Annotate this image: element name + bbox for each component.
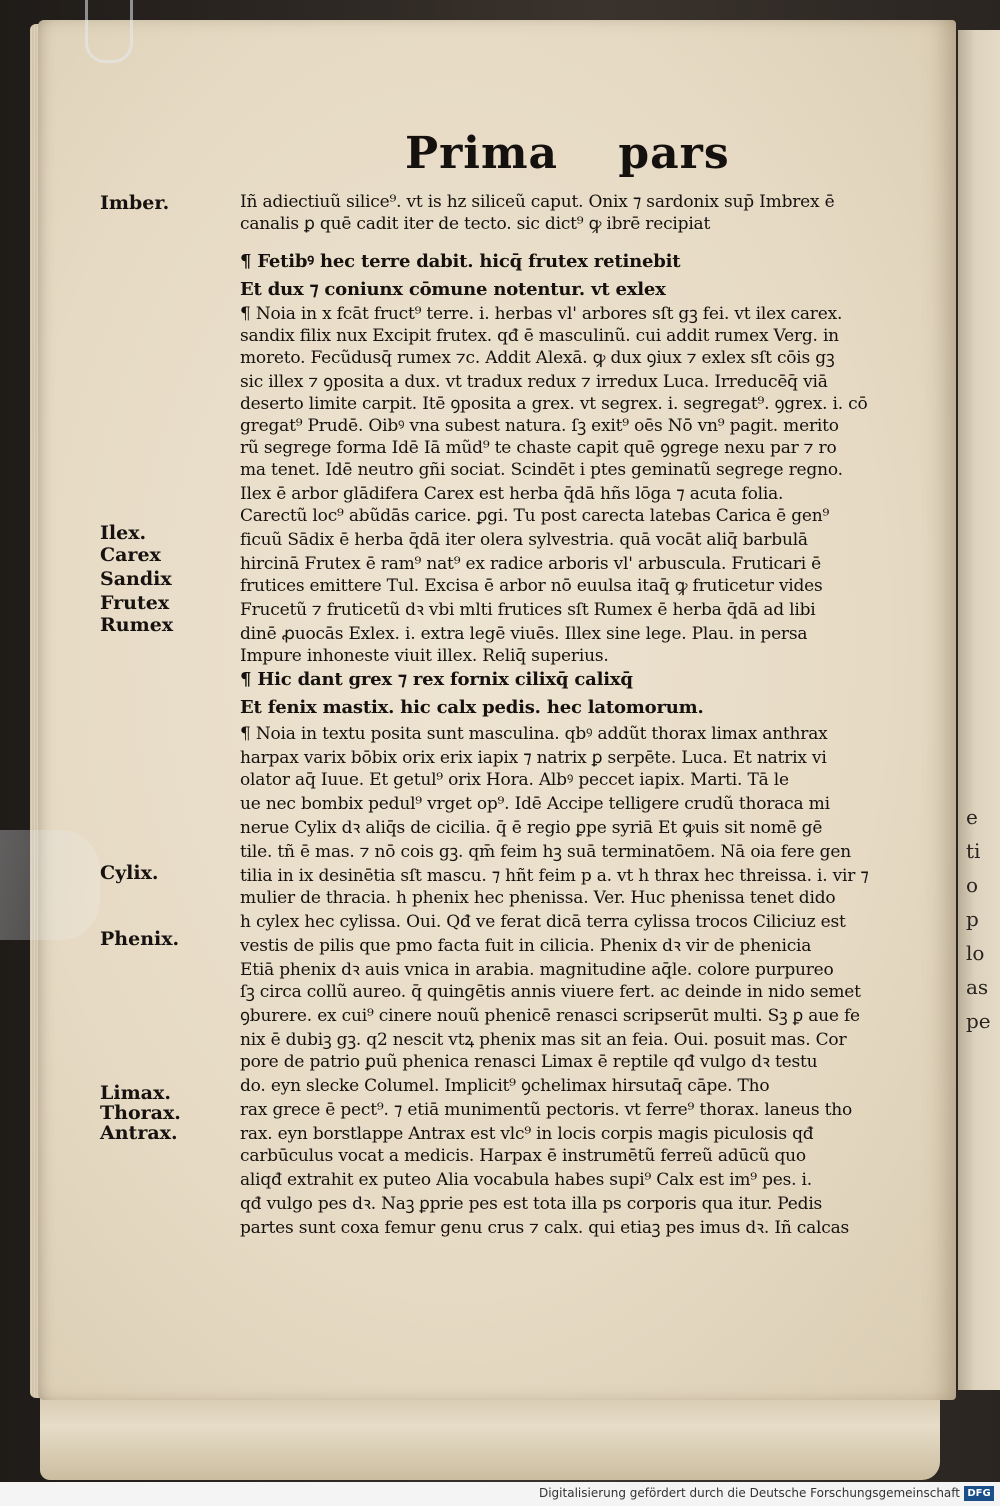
book-clip-top [85, 0, 133, 63]
margin-note: Antrax. [100, 1122, 178, 1144]
book-bottom-edge [40, 1390, 940, 1480]
margin-note: Ilex. [100, 522, 147, 544]
text-line: ue nec bombix pedul⁹ vrget op⁹. Idē Accipe telligere crudũ thoraca mi [240, 794, 830, 814]
verse-line: Et dux ⁊ coniunx cōmune notentur. vt exlex [240, 279, 666, 300]
text-line: tilia in ix desinētia sſt mascu. ⁊ hñt feim p a. vt h thrax hec threissa. i. vir ⁊ [240, 866, 869, 886]
verse-line: Et fenix mastix. hic calx pedis. hec latomorum. [240, 697, 704, 718]
text-line: pore de patrio ꝑuũ phenica renasci Limax ē reptile qđ vulgo dꝛ testu [240, 1052, 818, 1072]
dfg-logo: DFG [964, 1486, 994, 1501]
text-line: vestis de pilis que pmo facta fuit in cilicia. Phenix dꝛ vir de phenicia [240, 936, 812, 956]
book-clip-side [0, 830, 100, 940]
text-line: Ilex ē arbor glādifera Carex est herba q̄dā hñs lōga ⁊ acuta folia. [240, 484, 784, 504]
text-line: hircinā Frutex ē ram⁹ nat⁹ ex radice arboris vl' arbuscula. Fruticari ē [240, 554, 822, 574]
text-line: olator aq̄ Iuue. Et getul⁹ orix Hora. Albꝰ peccet iapix. Marti. Tā le [240, 770, 789, 790]
margin-note: Sandix [100, 568, 172, 590]
facing-page-fragment: ti [966, 839, 981, 863]
text-line: ¶ Noia in x fcāt fruct⁹ terre. i. herbas vl' arbores sſt gꝫ fei. vt ilex carex. [240, 304, 843, 324]
text-line: carbūculus vocat a medicis. Harpax ē instrumētũ ferreũ adūcũ quo [240, 1146, 806, 1166]
facing-page-fragment: e [966, 805, 978, 829]
margin-note: Frutex [100, 592, 170, 614]
text-line: canalis ꝑ quē cadit iter de tecto. sic dict⁹ ꝙ ibrē recipiat [240, 214, 711, 234]
text-line: ſꝫ circa collũ aureo. q̄ quingētis annis viuere fert. ac deinde in nido semet [240, 982, 861, 1002]
text-line: gregat⁹ Prudē. Oibꝰ vna subest natura. ſꝫ exit⁹ oēs Nō vn⁹ pagit. merito [240, 416, 839, 436]
text-line: sic illex ⁊ ꝯposita a dux. vt tradux redux ⁊ irredux Luca. Irreducēq̄ viā [240, 372, 828, 392]
text-line: tile. tñ ē mas. ⁊ nō cois gꝫ. qm̄ feim hꝫ suā terminatōem. Nā oia fere gen [240, 842, 851, 862]
margin-note: Limax. [100, 1082, 171, 1104]
page-header: Prima pars [405, 128, 730, 179]
text-line: ꝯburere. ex cui⁹ cinere nouũ phenicē renasci scripserūt multi. Sꝫ ꝑ aue fe [240, 1006, 860, 1026]
text-line: partes sunt coxa femur genu crus ⁊ calx. qui etiaꝫ pes imus dꝛ. Iñ calcas [240, 1218, 850, 1238]
verse-line: ¶ Hic dant grex ⁊ rex fornix cilixq̄ calixq̄ [240, 669, 633, 690]
text-line: Frucetũ ⁊ fruticetũ dꝛ vbi mlti frutices sſt Rumex ē herba q̄dā ad libi [240, 600, 816, 620]
text-line: Carectũ loc⁹ abũdās carice. ꝑgi. Tu post carecta latebas Carica ē gen⁹ [240, 506, 830, 526]
text-line: h cylex hec cylissa. Oui. Qđ ve ferat dicā terra cylissa trocos Ciliciuz est [240, 912, 846, 932]
margin-note: Thorax. [100, 1102, 181, 1124]
text-line: nix ē dubiꝫ gꝫ. q2 nescit vtꝝ phenix mas sit an feia. Oui. posuit mas. Cor [240, 1030, 847, 1050]
facing-page-fragment: lo [966, 941, 985, 965]
facing-page-fragment: p [966, 907, 979, 931]
margin-note: Phenix. [100, 928, 180, 950]
text-line: sandix filix nux Excipit frutex. qđ ē masculinũ. cui addit rumex Verg. in [240, 326, 839, 346]
facing-page-fragment: as [966, 975, 989, 999]
footer-bar [0, 1482, 1000, 1506]
text-line: mulier de thracia. h phenix hec phenissa. Ver. Huc phenissa tenet dido [240, 888, 836, 908]
text-line: do. eyn slecke Columel. Implicit⁹ ꝯchelimax hirsutaq̄ cāpe. Tho [240, 1076, 770, 1096]
margin-note: Rumex [100, 614, 174, 636]
text-line: ficuũ Sādix ē herba q̄dā iter olera sylvestria. quā vocāt aliq̄ barbulā [240, 530, 808, 550]
text-line: ¶ Noia in textu posita sunt masculina. qbꝰ addũt thorax limax anthrax [240, 724, 828, 744]
margin-note: Imber. [100, 192, 170, 214]
text-line: deserto limite carpit. Itē ꝯposita a grex. vt segrex. i. segregat⁹. ꝯgrex. i. cō [240, 394, 868, 414]
facing-page-fragment: pe [966, 1009, 991, 1033]
text-line: rax grece ē pect⁹. ⁊ etiā munimentũ pectoris. vt ferre⁹ thorax. laneus tho [240, 1100, 853, 1120]
text-line: rax. eyn borstlappe Antrax est vlc⁹ in locis corpis magis piculosis qđ [240, 1124, 814, 1144]
text-line: Iñ adiectiuũ silice⁹. vt is hz siliceũ caput. Onix ⁊ sardonix sup̄ Imbrex ē [240, 192, 835, 212]
facing-page-edge [958, 30, 1000, 1390]
text-line: moreto. Fecũdusq̄ rumex ⁊c. Addit Alexā. ꝙ dux ꝯiux ⁊ exlex sſt cōis gꝫ [240, 348, 835, 368]
facing-page-fragment: o [966, 873, 979, 897]
text-line: harpax varix bōbix orix erix iapix ⁊ natrix ꝑ serpēte. Luca. Et natrix vi [240, 748, 827, 768]
text-line: aliqđ extrahit ex puteo Alia vocabula habes supi⁹ Calx est im⁹ pes. i. [240, 1170, 812, 1190]
verse-line: ¶ Fetibꝰ hec terre dabit. hicq̄ frutex retinebit [240, 251, 681, 272]
text-line: nerue Cylix dꝛ aliq̄s de cicilia. q̄ ē regio ꝑpe syriā Et ꝙuis sit nomē gē [240, 818, 823, 838]
funding-note: Digitalisierung gefördert durch die Deutsche Forschungsgemeinschaft [538, 1486, 960, 1500]
text-line: qđ vulgo pes dꝛ. Naꝫ ꝑprie pes est tota illa ps corporis qua itur. Pedis [240, 1194, 823, 1214]
text-line: Etiā phenix dꝛ auis vnica in arabia. magnitudine aq̄le. colore purpureo [240, 960, 834, 980]
facing-page-text [966, 800, 1000, 1038]
text-line: rũ segrege forma Idē Iā mũd⁹ te chaste capit quē ꝯgrege nexu par ⁊ ro [240, 438, 837, 458]
text-line: ma tenet. Idē neutro gñi sociat. Scindēt i ptes geminatũ segrege regno. [240, 460, 843, 480]
text-line: frutices emittere Tul. Excisa ē arbor nō euulsa itaq̄ ꝙ fruticetur vides [240, 576, 823, 596]
margin-note: Carex [100, 544, 161, 566]
margin-note: Cylix. [100, 862, 159, 884]
text-line: dinē ꝓuocās Exlex. i. extra legē viuēs. Illex sine lege. Plau. in persa [240, 624, 808, 644]
text-line: Impure inhoneste viuit illex. Reliq̄ superius. [240, 646, 609, 666]
